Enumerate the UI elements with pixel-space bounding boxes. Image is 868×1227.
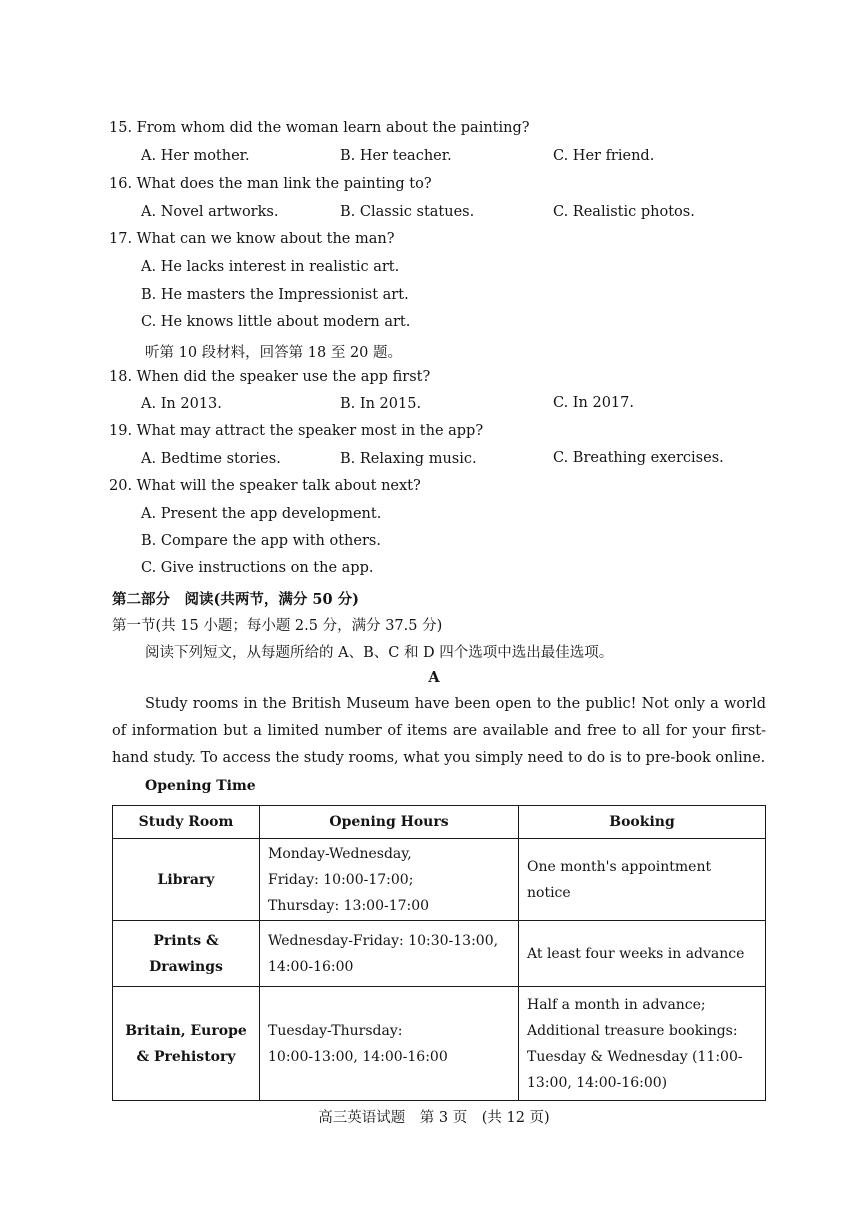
- booking-cell: [519, 839, 766, 921]
- question-15-option-b: B. Her teacher.: [340, 148, 452, 164]
- booking-line: 13:00, 14:00-16:00): [527, 1074, 668, 1091]
- question-19-option-c: C. Breathing exercises.: [553, 450, 724, 466]
- page-footer: 高三英语试题 第 3 页 (共 12 页): [318, 1110, 550, 1126]
- part2-heading: 第二部分 阅读(共两节，满分 50 分): [112, 591, 359, 608]
- passage-text: Study rooms in the British Museum have been open to the public! Not only a world of information but a limited number of items are available and free to all for your first-hand study. To access the study rooms, what you simply need to do is to pre-book online.: [112, 696, 766, 766]
- question-20-stem: 20. What will the speaker talk about next?: [109, 478, 421, 494]
- question-15-option-c: C. Her friend.: [553, 148, 655, 164]
- opening-time-table: [112, 805, 766, 1101]
- booking-line: Half a month in advance;: [527, 996, 706, 1013]
- hours-line: Monday-Wednesday,: [268, 845, 412, 862]
- section1-heading: 第一节(共 15 小题；每小题 2.5 分，满分 37.5 分): [112, 618, 443, 634]
- room-name: Britain, Europe: [125, 1022, 247, 1039]
- table-row: [113, 987, 766, 1101]
- room-cell: [113, 921, 260, 987]
- listening-instruction: 听第 10 段材料，回答第 18 至 20 题。: [145, 345, 403, 361]
- question-20-option-a: A. Present the app development.: [141, 506, 382, 522]
- booking-line: At least four weeks in advance: [527, 945, 745, 962]
- header-booking: Booking: [519, 806, 766, 839]
- passage-paragraph: [112, 691, 766, 772]
- question-15-stem: 15. From whom did the woman learn about the painting?: [109, 120, 530, 136]
- hours-line: Wednesday-Friday: 10:30-13:00,: [268, 932, 499, 949]
- question-15-option-a: A. Her mother.: [141, 148, 250, 164]
- room-cell: [113, 839, 260, 921]
- question-19-option-a: A. Bedtime stories.: [141, 451, 281, 467]
- hours-line: Friday: 10:00-17:00;: [268, 871, 414, 888]
- question-16-option-c: C. Realistic photos.: [553, 204, 695, 220]
- table-header-row: [113, 806, 766, 839]
- booking-line: One month's appointment notice: [527, 858, 712, 901]
- question-17-stem: 17. What can we know about the man?: [109, 231, 395, 247]
- question-18-option-a: A. In 2013.: [141, 396, 222, 412]
- reading-instruction: 阅读下列短文，从每题所给的 A、B、C 和 D 四个选项中选出最佳选项。: [145, 645, 614, 661]
- question-17-option-c: C. He knows little about modern art.: [141, 314, 411, 330]
- hours-line: Tuesday-Thursday:: [268, 1022, 403, 1039]
- question-17-option-b: B. He masters the Impressionist art.: [141, 287, 409, 303]
- hours-cell: [260, 987, 519, 1101]
- question-16-stem: 16. What does the man link the painting to?: [109, 176, 432, 192]
- booking-cell: [519, 987, 766, 1101]
- question-18-stem: 18. When did the speaker use the app first?: [109, 369, 431, 385]
- room-name: Library: [157, 871, 215, 888]
- question-19-stem: 19. What may attract the speaker most in the app?: [109, 423, 484, 439]
- booking-cell: [519, 921, 766, 987]
- question-18-option-b: B. In 2015.: [340, 396, 422, 412]
- room-cell: [113, 987, 260, 1101]
- table-title: Opening Time: [145, 778, 256, 794]
- table-row: [113, 839, 766, 921]
- booking-line: Additional treasure bookings:: [527, 1022, 738, 1039]
- question-18-option-c: C. In 2017.: [553, 395, 634, 411]
- hours-cell: [260, 839, 519, 921]
- header-opening-hours: Opening Hours: [260, 806, 519, 839]
- question-19-option-b: B. Relaxing music.: [340, 451, 477, 467]
- booking-line: Tuesday & Wednesday (11:00-: [527, 1048, 743, 1065]
- question-20-option-c: C. Give instructions on the app.: [141, 560, 374, 576]
- hours-line: 10:00-13:00, 14:00-16:00: [268, 1048, 448, 1065]
- room-name: Prints & Drawings: [149, 932, 223, 975]
- question-16-option-a: A. Novel artworks.: [141, 204, 279, 220]
- passage-letter: A: [428, 669, 440, 686]
- hours-cell: [260, 921, 519, 987]
- hours-line: Thursday: 13:00-17:00: [268, 897, 430, 914]
- hours-line: 14:00-16:00: [268, 958, 354, 975]
- header-study-room: Study Room: [113, 806, 260, 839]
- question-20-option-b: B. Compare the app with others.: [141, 533, 381, 549]
- table-row: [113, 921, 766, 987]
- question-17-option-a: A. He lacks interest in realistic art.: [141, 259, 400, 275]
- question-16-option-b: B. Classic statues.: [340, 204, 475, 220]
- room-name: & Prehistory: [136, 1048, 236, 1065]
